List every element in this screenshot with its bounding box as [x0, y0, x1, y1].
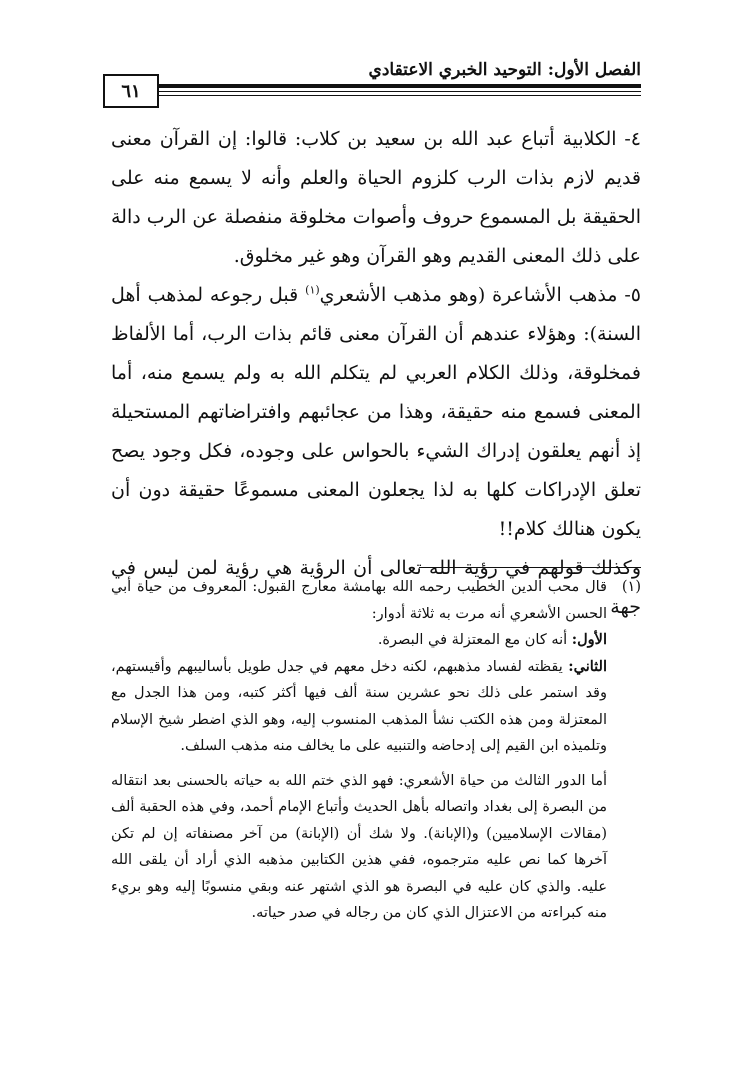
footnote-divider: [419, 567, 641, 568]
footnote-spacer: [111, 760, 607, 768]
main-body-text: [111, 120, 641, 627]
footnote-1: [111, 574, 641, 927]
footnotes-section: [111, 574, 641, 927]
paragraph-ashaira-rest: قبل رجوعه لمذهب أهل السنة): وهؤلاء عندهم أن القرآن معنى قائم بذات الرب، أما الألفاظ فمخلوقة، وذلك الكلام العربي لم يتكلم الله به ولم يسمع منه، أما المعنى فسمع منه حقيقة، وهذا من عجائبهم وافتراضاتهم المستحيلة إذ أنهم يعلقون إدراك الشيء بالحواس على وجوده، فكل وجود يصح تعلق الإدراكات كلها به لذا يجعلون المعنى مسموعًا حقيقة دون أن يكون هنالك كلام!!: [111, 284, 641, 540]
paragraph-ashaira: [111, 276, 641, 549]
footnote-first-text: أنه كان مع المعتزلة في البصرة.: [377, 632, 572, 648]
footnote-third-stage: أما الدور الثالث من حياة الأشعري: فهو الذي ختم الله به حياته بالحسنى بعد انتقاله من البصرة إلى بغداد واتصاله بأهل الحديث وأتباع الإمام أحمد، وفي هذه الحقبة ألف (مقالات الإسلاميين) و(الإبانة). ولا شك أن (الإبانة) من آخر مصنفاته إن لم تكن آخرها كما نص عليه مترجموه، ففي هذين الكتابين مذهبه الذي أراد أن يلقى الله عليه. والذي كان عليه في البصرة هو الذي اشتهر عنه وبقي منسوبًا إليه وهو بريء منه كبراءته من الاعتزال الذي كان من رجاله في صدر حياته.: [111, 772, 607, 921]
header-rule: [153, 91, 641, 92]
footnote-intro: قال محب الدين الخطيب رحمه الله بهامشة معارج القبول: المعروف من حياة أبي الحسن الأشعري أنه مرت به ثلاثة أدوار:: [111, 579, 607, 622]
footnote-body: [111, 574, 607, 927]
footnote-number: (١): [621, 579, 641, 595]
paragraph-kullabiyya: ٤- الكلابية أتباع عبد الله بن سعيد بن كلاب: قالوا: إن القرآن معنى قديم لازم بذات الرب كلزوم الحياة والعلم وأنه لا يسمع منه على الحقيقة بل المسموع حروف وأصوات مخلوقة منفصلة عن الرب دالة على ذلك المعنى القديم وهو القرآن وهو غير مخلوق.: [111, 128, 641, 267]
paragraph-ashaira-start: ٥- مذهب الأشاعرة (وهو مذهب الأشعري: [319, 284, 642, 306]
paragraph-ruyah: وكذلك قولهم في رؤية الله تعالى أن الرؤية هي رؤية لمن ليس في جهة: [111, 557, 641, 618]
footnote-first-stage: [111, 627, 607, 654]
footnote-marker: (١): [305, 283, 320, 297]
header-rule: [153, 95, 641, 96]
page-number: ٦١: [103, 74, 159, 108]
header-rule: [153, 84, 641, 88]
footnote-first-label: الأول:: [571, 631, 607, 648]
footnote-second-text: يقظته لفساد مذهبهم، لكنه دخل معهم في جدل طويل بأساليبهم وأقيستهم، وقد استمر على ذلك نحو عشرين سنة ألف فيها أكثر كتبه، ومن هذا الجدل مع المعتزلة ومن هذه الكتب نشأ المذهب المنسوب إليه، وهو الذي اضطر شيخ الإسلام وتلميذه ابن القيم إلى إدحاضه والتنبيه على ما يخالف منه مذهب السلف.: [111, 658, 607, 754]
running-header-title: الفصل الأول: التوحيد الخبري الاعتقادي: [368, 60, 641, 80]
footnote-second-stage: [111, 654, 607, 760]
footnote-second-label: الثاني:: [568, 657, 607, 675]
